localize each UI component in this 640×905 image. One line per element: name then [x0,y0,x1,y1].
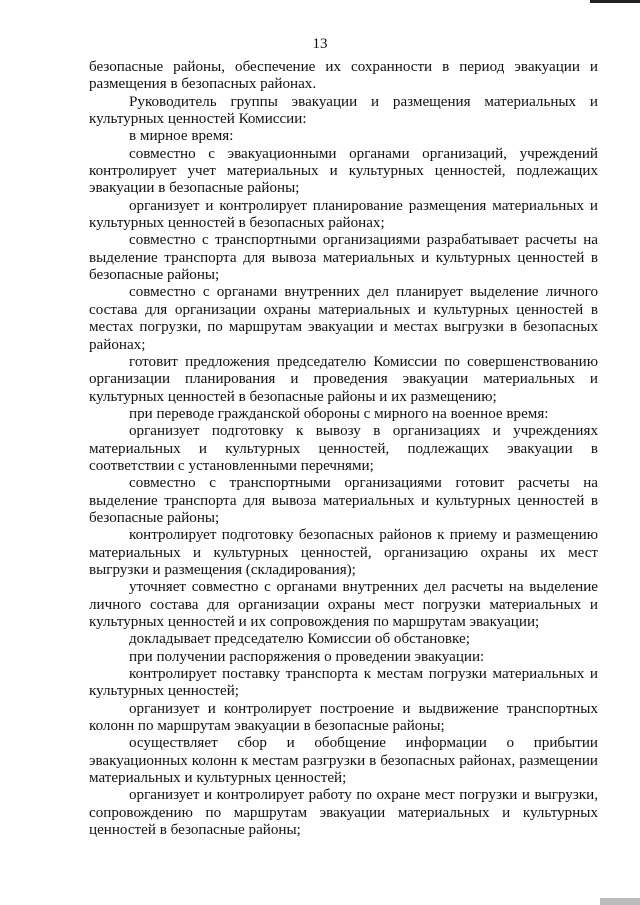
paragraph: осуществляет сбор и обобщение информации о прибытии эвакуационных колонн к местам разгрузки в безопасных районах, размещении материальных и культурных ценностей; [89,735,598,787]
paragraph: Руководитель группы эвакуации и размещения материальных и культурных ценностей Комиссии: [89,93,598,128]
paragraph: безопасные районы, обеспечение их сохранности в период эвакуации и размещения в безопасных районах. [89,59,598,93]
paragraph: контролирует подготовку безопасных районов к приему и размещению материальных и культурных ценностей, организацию охраны их мест выгрузки и размещения (складирования); [89,527,598,578]
page-number: 13 [312,36,328,52]
scan-edge-mark [590,0,640,3]
paragraph: докладывает председателю Комиссии об обстановке; [129,631,470,648]
paragraph: организует и контролирует построение и выдвижение транспортных колонн по маршрутам эвакуации в безопасные районы; [89,700,598,735]
paragraph: контролирует поставку транспорта к местам погрузки материальных и культурных ценностей; [89,666,598,700]
paragraph: организует подготовку к вывозу в организациях и учреждениях материальных и культурных ценностей, подлежащих эвакуации в соответствии с установленными перечнями; [89,423,598,474]
paragraph: совместно с органами внутренних дел планирует выделение личного состава для организации охраны материальных и культурных ценностей в местах погрузки, по маршрутам эвакуации и местах выгрузки в безопасных районах; [89,284,598,353]
paragraph: в мирное время: [129,128,234,145]
paragraph: организует и контролирует работу по охране мест погрузки и выгрузки, сопровождению по маршрутам эвакуации материальных и культурных ценностей в безопасные районы; [89,787,598,839]
paragraph: организует и контролирует планирование размещения материальных и культурных ценностей в безопасных районах; [89,197,598,232]
paragraph: при переводе гражданской обороны с мирного на военное время: [129,405,549,422]
paragraph: совместно с транспортными организациями разрабатывает расчеты на выделение транспорта для вывоза материальных и культурных ценностей в безопасные районы; [89,232,598,284]
paragraph: при получении распоряжения о проведении эвакуации: [129,648,485,665]
paragraph: готовит предложения председателю Комиссии по совершенствованию организации планирования и проведения эвакуации материальных и культурных ценностей в безопасные районы и их размещению; [89,353,598,405]
paragraph: уточняет совместно с органами внутренних дел расчеты на выделение личного состава для организации охраны мест погрузки материальных и культурных ценностей и их сопровождения по маршрутам эвакуации; [89,579,598,630]
paragraph: совместно с эвакуационными органами организаций, учреждений контролирует учет материальных и культурных ценностей, подлежащих эвакуации в безопасные районы; [89,145,598,197]
document-body [89,59,598,839]
scan-edge-mark [600,898,640,905]
paragraph: совместно с транспортными организациями готовит расчеты на выделение транспорта для вывоза материальных и культурных ценностей в безопасные районы; [89,475,598,526]
